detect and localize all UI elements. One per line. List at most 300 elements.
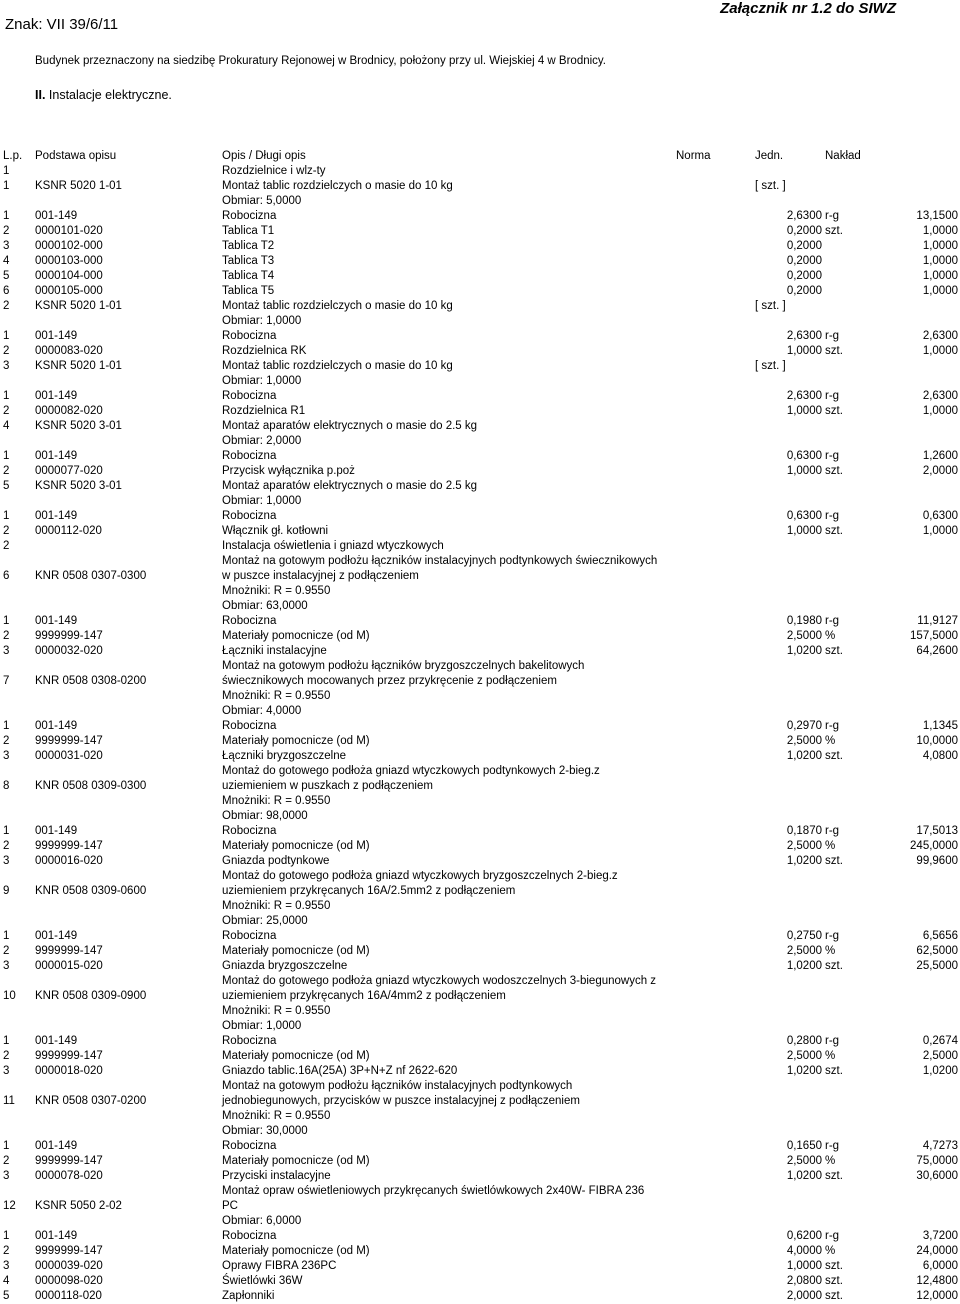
row-lp: 2 bbox=[3, 840, 10, 852]
row-norma-value: 2,5000 bbox=[786, 945, 822, 957]
row-norma-value: 1,0000 bbox=[786, 345, 822, 357]
row-description: Materiały pomocnicze (od M) bbox=[222, 840, 370, 852]
row-description: Mnożniki: R = 0.9550 bbox=[222, 690, 331, 702]
row-basis: 001-149 bbox=[35, 615, 78, 627]
table-row bbox=[0, 359, 960, 374]
row-basis: KNR 0508 0309-0900 bbox=[35, 989, 147, 1002]
table-row bbox=[0, 344, 960, 359]
row-norma-value: 1,0000 bbox=[786, 465, 822, 477]
row-description: Materiały pomocnicze (od M) bbox=[222, 945, 370, 957]
row-basis: 0000101-020 bbox=[35, 225, 103, 237]
row-lp: 1 bbox=[3, 180, 10, 192]
row-description: Obmiar: 5,0000 bbox=[222, 195, 302, 207]
row-lp: 4 bbox=[3, 255, 10, 267]
row-norma-value: 0,2000 bbox=[786, 255, 822, 267]
row-basis: 001-149 bbox=[35, 210, 78, 222]
row-lp: 3 bbox=[3, 360, 10, 372]
row-description: Obmiar: 1,0000 bbox=[222, 375, 302, 387]
row-description: Tablica T1 bbox=[222, 225, 275, 237]
row-unit: r-g bbox=[825, 930, 840, 942]
column-header-basis: Podstawa opisu bbox=[35, 150, 117, 162]
row-unit-bracket: [ szt. ] bbox=[755, 300, 786, 312]
row-lp: 4 bbox=[3, 1275, 10, 1287]
row-basis: 0000031-020 bbox=[35, 750, 103, 762]
row-lp: 1 bbox=[3, 930, 10, 942]
row-basis: 0000016-020 bbox=[35, 855, 103, 867]
row-description: Rozdzielnica R1 bbox=[222, 405, 306, 417]
row-unit: szt. bbox=[825, 750, 843, 762]
row-description: Obmiar: 1,0000 bbox=[222, 495, 302, 507]
row-description: Instalacja oświetlenia i gniazd wtyczkowych bbox=[222, 540, 444, 552]
table-row bbox=[0, 599, 960, 614]
row-basis: 0000018-020 bbox=[35, 1065, 103, 1077]
row-description: Materiały pomocnicze (od M) bbox=[222, 630, 370, 642]
row-naklad-value: 1,0000 bbox=[922, 270, 958, 282]
row-description: Robocizna bbox=[222, 1140, 277, 1152]
row-naklad-value: 1,0000 bbox=[922, 525, 958, 537]
row-basis: 001-149 bbox=[35, 510, 78, 522]
column-header-naklad: Nakład bbox=[825, 150, 861, 162]
row-naklad-value: 0,2674 bbox=[922, 1035, 958, 1047]
row-lp: 1 bbox=[3, 1230, 10, 1242]
row-unit: % bbox=[825, 1245, 836, 1257]
table-row bbox=[0, 1124, 960, 1139]
table-row bbox=[0, 1154, 960, 1169]
row-description: Montaż do gotowego podłoża gniazd wtyczkowych bryzgoszczelnych 2-bieg.z uziemieniem przykręcanych 16A/2.5mm2 z podłączeniem bbox=[222, 870, 618, 897]
row-naklad-value: 2,6300 bbox=[922, 390, 958, 402]
table-row bbox=[0, 584, 960, 599]
row-basis: 9999999-147 bbox=[35, 840, 103, 852]
row-lp: 2 bbox=[3, 465, 10, 477]
row-unit: szt. bbox=[825, 525, 843, 537]
row-unit: r-g bbox=[825, 825, 840, 837]
row-basis: 0000082-020 bbox=[35, 405, 103, 417]
table-row bbox=[0, 1259, 960, 1274]
row-description: Zapłonniki bbox=[222, 1290, 275, 1302]
table-row bbox=[0, 1229, 960, 1244]
row-description: Montaż tablic rozdzielczych o masie do 10 kg bbox=[222, 300, 453, 312]
row-basis: 0000118-020 bbox=[35, 1290, 102, 1302]
row-basis: 001-149 bbox=[35, 1230, 78, 1242]
table-row bbox=[0, 614, 960, 629]
row-lp: 12 bbox=[3, 1199, 16, 1212]
row-basis: 001-149 bbox=[35, 825, 78, 837]
row-lp: 3 bbox=[3, 960, 10, 972]
row-basis: 0000078-020 bbox=[35, 1170, 103, 1182]
row-unit: szt. bbox=[825, 855, 843, 867]
row-description: Robocizna bbox=[222, 825, 277, 837]
row-unit: szt. bbox=[825, 1065, 843, 1077]
row-unit-bracket: [ szt. ] bbox=[755, 180, 786, 192]
table-row bbox=[0, 479, 960, 494]
row-description: Robocizna bbox=[222, 510, 277, 522]
row-description: Włącznik gł. kotłowni bbox=[222, 525, 329, 537]
row-basis: 9999999-147 bbox=[35, 1245, 103, 1257]
row-norma-value: 1,0200 bbox=[786, 855, 822, 867]
row-naklad-value: 24,0000 bbox=[916, 1245, 958, 1257]
cost-estimate-table bbox=[0, 149, 960, 1304]
row-naklad-value: 12,4800 bbox=[916, 1275, 958, 1287]
row-description: Montaż do gotowego podłoża gniazd wtyczkowych podtynkowych 2-bieg.z uziemieniem w puszkach z podłączeniem bbox=[222, 765, 600, 792]
row-description: Gniazdo tablic.16A(25A) 3P+N+Z nf 2622-620 bbox=[222, 1065, 458, 1077]
table-row bbox=[0, 824, 960, 839]
row-basis: 9999999-147 bbox=[35, 945, 103, 957]
row-norma-value: 2,5000 bbox=[786, 630, 822, 642]
row-description: Łączniki bryzgoszczelne bbox=[222, 750, 347, 762]
row-unit: r-g bbox=[825, 210, 840, 222]
table-row bbox=[0, 914, 960, 929]
table-row bbox=[0, 704, 960, 719]
row-basis: KNR 0508 0307-0200 bbox=[35, 1094, 147, 1107]
row-unit: r-g bbox=[825, 720, 840, 732]
table-row bbox=[0, 1049, 960, 1064]
row-description: Montaż tablic rozdzielczych o masie do 10 kg bbox=[222, 360, 453, 372]
row-norma-value: 1,0200 bbox=[786, 1065, 822, 1077]
building-description: Budynek przeznaczony na siedzibę Prokuratury Rejonowej w Brodnicy, położony przy ul. Wiejskiej 4 w Brodnicy. bbox=[35, 55, 607, 67]
row-norma-value: 2,6300 bbox=[786, 330, 822, 342]
row-lp: 1 bbox=[3, 330, 10, 342]
row-description: Robocizna bbox=[222, 450, 277, 462]
row-lp: 1 bbox=[3, 825, 10, 837]
table-row bbox=[0, 1139, 960, 1154]
row-norma-value: 4,0000 bbox=[786, 1245, 822, 1257]
row-unit: % bbox=[825, 735, 836, 747]
table-row bbox=[0, 254, 960, 269]
row-norma-value: 2,5000 bbox=[786, 735, 822, 747]
table-row bbox=[0, 1169, 960, 1184]
row-lp: 2 bbox=[3, 405, 10, 417]
row-norma-value: 2,6300 bbox=[786, 210, 822, 222]
row-naklad-value: 1,0000 bbox=[922, 225, 958, 237]
row-unit: r-g bbox=[825, 1230, 840, 1242]
row-description: Gniazda bryzgoszczelne bbox=[222, 960, 348, 972]
row-naklad-value: 13,1500 bbox=[916, 210, 958, 222]
row-norma-value: 2,5000 bbox=[786, 840, 822, 852]
row-description: Mnożniki: R = 0.9550 bbox=[222, 1110, 331, 1122]
table-row bbox=[0, 644, 960, 659]
row-unit: r-g bbox=[825, 330, 840, 342]
row-description: Mnożniki: R = 0.9550 bbox=[222, 900, 331, 912]
row-lp: 3 bbox=[3, 1170, 10, 1182]
row-naklad-value: 1,2600 bbox=[922, 450, 958, 462]
row-norma-value: 0,6200 bbox=[786, 1230, 822, 1242]
section-number: II. bbox=[35, 88, 46, 102]
row-unit: r-g bbox=[825, 510, 840, 522]
table-row bbox=[0, 539, 960, 554]
row-naklad-value: 3,7200 bbox=[922, 1230, 958, 1242]
row-lp: 11 bbox=[3, 1094, 15, 1107]
row-naklad-value: 17,5013 bbox=[916, 825, 958, 837]
row-basis: 0000077-020 bbox=[35, 465, 103, 477]
row-lp: 3 bbox=[3, 1260, 10, 1272]
row-basis: 001-149 bbox=[35, 330, 78, 342]
table-row bbox=[0, 959, 960, 974]
row-unit: szt. bbox=[825, 225, 843, 237]
row-unit: szt. bbox=[825, 345, 843, 357]
table-row bbox=[0, 284, 960, 299]
row-lp: 2 bbox=[3, 735, 10, 747]
table-row bbox=[0, 329, 960, 344]
row-naklad-value: 6,0000 bbox=[922, 1260, 958, 1272]
row-description: Przycisk wyłącznika p.poż bbox=[222, 465, 355, 477]
row-naklad-value: 4,0800 bbox=[922, 750, 958, 762]
row-description: Robocizna bbox=[222, 930, 277, 942]
row-basis: 001-149 bbox=[35, 930, 78, 942]
row-unit: % bbox=[825, 840, 836, 852]
row-lp: 2 bbox=[3, 945, 10, 957]
row-description: Tablica T2 bbox=[222, 240, 275, 252]
row-unit: % bbox=[825, 945, 836, 957]
row-unit: szt. bbox=[825, 1260, 843, 1272]
row-lp: 3 bbox=[3, 645, 10, 657]
row-naklad-value: 157,5000 bbox=[910, 630, 958, 642]
row-description: Obmiar: 6,0000 bbox=[222, 1215, 302, 1227]
row-description: Robocizna bbox=[222, 210, 277, 222]
row-naklad-value: 4,7273 bbox=[922, 1140, 958, 1152]
table-row bbox=[0, 809, 960, 824]
section-title bbox=[35, 88, 172, 102]
row-naklad-value: 11,9127 bbox=[917, 615, 958, 627]
row-description: Tablica T4 bbox=[222, 270, 275, 282]
row-norma-value: 1,0000 bbox=[786, 525, 822, 537]
row-basis: 0000103-000 bbox=[35, 255, 103, 267]
table-row bbox=[0, 1079, 960, 1109]
row-naklad-value: 10,0000 bbox=[916, 735, 958, 747]
row-naklad-value: 64,2600 bbox=[916, 645, 958, 657]
row-basis: 0000039-020 bbox=[35, 1260, 103, 1272]
row-lp: 2 bbox=[3, 1155, 10, 1167]
row-description: Obmiar: 63,0000 bbox=[222, 600, 308, 612]
table-row bbox=[0, 269, 960, 284]
row-norma-value: 0,2000 bbox=[786, 270, 822, 282]
row-basis: 001-149 bbox=[35, 720, 78, 732]
table-row bbox=[0, 194, 960, 209]
row-unit: r-g bbox=[825, 615, 840, 627]
row-naklad-value: 1,0000 bbox=[922, 255, 958, 267]
row-lp: 6 bbox=[3, 569, 10, 582]
row-basis: KSNR 5020 1-01 bbox=[35, 360, 122, 372]
table-row bbox=[0, 629, 960, 644]
row-description: Rozdzielnica RK bbox=[222, 345, 307, 357]
row-unit: r-g bbox=[825, 1140, 840, 1152]
row-lp: 2 bbox=[3, 225, 10, 237]
row-basis: KNR 0508 0309-0600 bbox=[35, 884, 147, 897]
row-norma-value: 1,0200 bbox=[786, 1170, 822, 1182]
row-description: Robocizna bbox=[222, 720, 277, 732]
row-basis: 0000102-000 bbox=[35, 240, 103, 252]
row-description: Mnożniki: R = 0.9550 bbox=[222, 585, 331, 597]
row-norma-value: 1,0000 bbox=[786, 405, 822, 417]
table-row bbox=[0, 1214, 960, 1229]
table-row bbox=[0, 719, 960, 734]
row-unit: % bbox=[825, 1155, 836, 1167]
table-row bbox=[0, 494, 960, 509]
row-description: Mnożniki: R = 0.9550 bbox=[222, 795, 331, 807]
table-row bbox=[0, 869, 960, 899]
row-lp: 3 bbox=[3, 240, 10, 252]
table-row bbox=[0, 404, 960, 419]
row-naklad-value: 2,5000 bbox=[922, 1050, 958, 1062]
table-row bbox=[0, 1184, 960, 1214]
table-row bbox=[0, 464, 960, 479]
table-row bbox=[0, 1064, 960, 1079]
row-description: Materiały pomocnicze (od M) bbox=[222, 735, 370, 747]
row-naklad-value: 62,5000 bbox=[916, 945, 958, 957]
row-naklad-value: 245,0000 bbox=[910, 840, 958, 852]
row-lp: 1 bbox=[3, 390, 10, 402]
row-lp: 2 bbox=[3, 1245, 10, 1257]
row-basis: 9999999-147 bbox=[35, 1155, 103, 1167]
row-norma-value: 0,6300 bbox=[786, 510, 822, 522]
row-lp: 9 bbox=[3, 884, 10, 897]
row-description: Obmiar: 1,0000 bbox=[222, 1020, 302, 1032]
row-unit: szt. bbox=[825, 465, 843, 477]
row-description: Tablica T5 bbox=[222, 285, 275, 297]
table-row bbox=[0, 659, 960, 689]
table-row bbox=[0, 689, 960, 704]
table-row bbox=[0, 374, 960, 389]
row-norma-value: 0,2000 bbox=[786, 240, 822, 252]
row-lp: 4 bbox=[3, 420, 10, 432]
row-lp: 1 bbox=[3, 1035, 10, 1047]
table-row bbox=[0, 389, 960, 404]
row-basis: 0000112-020 bbox=[35, 525, 102, 537]
row-description: Robocizna bbox=[222, 1230, 277, 1242]
row-description: Świetlówki 36W bbox=[222, 1275, 303, 1287]
case-number: Znak: VII 39/6/11 bbox=[5, 16, 119, 33]
row-unit-bracket: [ szt. ] bbox=[755, 360, 786, 372]
table-row bbox=[0, 224, 960, 239]
table-row bbox=[0, 209, 960, 224]
table-row bbox=[0, 1274, 960, 1289]
table-row bbox=[0, 164, 960, 179]
attachment-label: Załącznik nr 1.2 do SIWZ bbox=[720, 0, 896, 17]
row-norma-value: 2,0800 bbox=[786, 1275, 822, 1287]
row-lp: 2 bbox=[3, 1050, 10, 1062]
row-naklad-value: 2,6300 bbox=[922, 330, 958, 342]
table-row bbox=[0, 749, 960, 764]
table-row bbox=[0, 524, 960, 539]
row-basis: KSNR 5050 2-02 bbox=[35, 1199, 122, 1212]
row-lp: 1 bbox=[3, 510, 10, 522]
row-description: Obmiar: 30,0000 bbox=[222, 1125, 308, 1137]
row-description: Montaż opraw oświetleniowych przykręcanych świetlówkowych 2x40W- FIBRA 236 PC bbox=[222, 1185, 645, 1212]
row-norma-value: 0,2800 bbox=[786, 1035, 822, 1047]
row-description: Montaż na gotowym podłożu łączników bryzgoszczelnych bakelitowych świecznikowych mocowanych przez przykręcenie z podłączeniem bbox=[222, 660, 585, 687]
row-basis: 0000015-020 bbox=[35, 960, 103, 972]
row-description: Robocizna bbox=[222, 390, 277, 402]
row-description: Montaż aparatów elektrycznych o masie do 2.5 kg bbox=[222, 480, 478, 492]
row-unit: szt. bbox=[825, 645, 843, 657]
column-header-description: Opis / Długi opis bbox=[222, 150, 306, 162]
row-description: Gniazda podtynkowe bbox=[222, 855, 330, 867]
row-naklad-value: 30,6000 bbox=[916, 1170, 958, 1182]
row-norma-value: 1,0000 bbox=[786, 1260, 822, 1272]
row-description: Obmiar: 4,0000 bbox=[222, 705, 302, 717]
row-lp: 3 bbox=[3, 855, 10, 867]
row-lp: 1 bbox=[3, 1140, 10, 1152]
row-basis: KSNR 5020 3-01 bbox=[35, 420, 122, 432]
row-lp: 2 bbox=[3, 540, 10, 552]
row-norma-value: 0,2750 bbox=[786, 930, 822, 942]
table-row bbox=[0, 974, 960, 1004]
row-norma-value: 1,0200 bbox=[786, 960, 822, 972]
row-lp: 6 bbox=[3, 285, 10, 297]
row-unit: szt. bbox=[825, 1170, 843, 1182]
row-basis: 0000083-020 bbox=[35, 345, 103, 357]
row-norma-value: 1,0200 bbox=[786, 750, 822, 762]
table-row bbox=[0, 554, 960, 584]
row-description: Oprawy FIBRA 236PC bbox=[222, 1260, 337, 1272]
row-description: Tablica T3 bbox=[222, 255, 275, 267]
table-row bbox=[0, 899, 960, 914]
table-row bbox=[0, 434, 960, 449]
table-row bbox=[0, 314, 960, 329]
table-row bbox=[0, 764, 960, 794]
row-description: Montaż tablic rozdzielczych o masie do 10 kg bbox=[222, 180, 453, 192]
row-lp: 1 bbox=[3, 720, 10, 732]
row-description: Robocizna bbox=[222, 330, 277, 342]
row-description: Montaż na gotowym podłożu łączników instalacyjnych podtynkowych jednobiegunowych, przycisków w puszce instalacyjnej z podłączeniem bbox=[222, 1080, 580, 1107]
row-naklad-value: 0,6300 bbox=[922, 510, 958, 522]
row-basis: 0000105-000 bbox=[35, 285, 103, 297]
table-row bbox=[0, 944, 960, 959]
row-unit: szt. bbox=[825, 1275, 843, 1287]
table-header-row bbox=[0, 149, 960, 164]
row-lp: 1 bbox=[3, 210, 10, 222]
row-description: Montaż do gotowego podłoża gniazd wtyczkowych wodoszczelnych 3-biegunowych z uziemieniem przykręcanych 16A/4mm2 z podłączeniem bbox=[222, 975, 657, 1002]
row-description: Materiały pomocnicze (od M) bbox=[222, 1245, 370, 1257]
row-naklad-value: 25,5000 bbox=[916, 960, 958, 972]
table-row bbox=[0, 419, 960, 434]
row-basis: KSNR 5020 3-01 bbox=[35, 480, 122, 492]
row-basis: KNR 0508 0309-0300 bbox=[35, 779, 147, 792]
column-header-unit: Jedn. bbox=[755, 150, 784, 162]
table-row bbox=[0, 1109, 960, 1124]
row-naklad-value: 1,1345 bbox=[922, 720, 958, 732]
row-basis: 001-149 bbox=[35, 390, 78, 402]
column-header-norma: Norma bbox=[676, 150, 711, 162]
table-row bbox=[0, 1289, 960, 1304]
table-row bbox=[0, 179, 960, 194]
row-unit: r-g bbox=[825, 450, 840, 462]
table-row bbox=[0, 854, 960, 869]
table-row bbox=[0, 1019, 960, 1034]
row-lp: 5 bbox=[3, 270, 10, 282]
row-lp: 5 bbox=[3, 1290, 10, 1302]
row-naklad-value: 1,0000 bbox=[922, 345, 958, 357]
row-lp: 2 bbox=[3, 630, 10, 642]
column-header-lp: L.p. bbox=[3, 150, 23, 162]
row-naklad-value: 1,0000 bbox=[922, 285, 958, 297]
row-unit: % bbox=[825, 1050, 836, 1062]
row-description: Materiały pomocnicze (od M) bbox=[222, 1155, 370, 1167]
row-basis: KSNR 5020 1-01 bbox=[35, 300, 122, 312]
table-row bbox=[0, 794, 960, 809]
row-description: Obmiar: 98,0000 bbox=[222, 810, 308, 822]
table-row bbox=[0, 839, 960, 854]
row-description: Przyciski instalacyjne bbox=[222, 1170, 331, 1182]
row-description: Rozdzielnice i wlz-ty bbox=[222, 165, 326, 177]
row-unit: r-g bbox=[825, 390, 840, 402]
row-description: Materiały pomocnicze (od M) bbox=[222, 1050, 370, 1062]
row-basis: 001-149 bbox=[35, 1140, 78, 1152]
row-norma-value: 0,2000 bbox=[786, 285, 822, 297]
table-row bbox=[0, 929, 960, 944]
row-norma-value: 2,5000 bbox=[786, 1050, 822, 1062]
row-description: Robocizna bbox=[222, 1035, 277, 1047]
row-basis: 9999999-147 bbox=[35, 735, 103, 747]
